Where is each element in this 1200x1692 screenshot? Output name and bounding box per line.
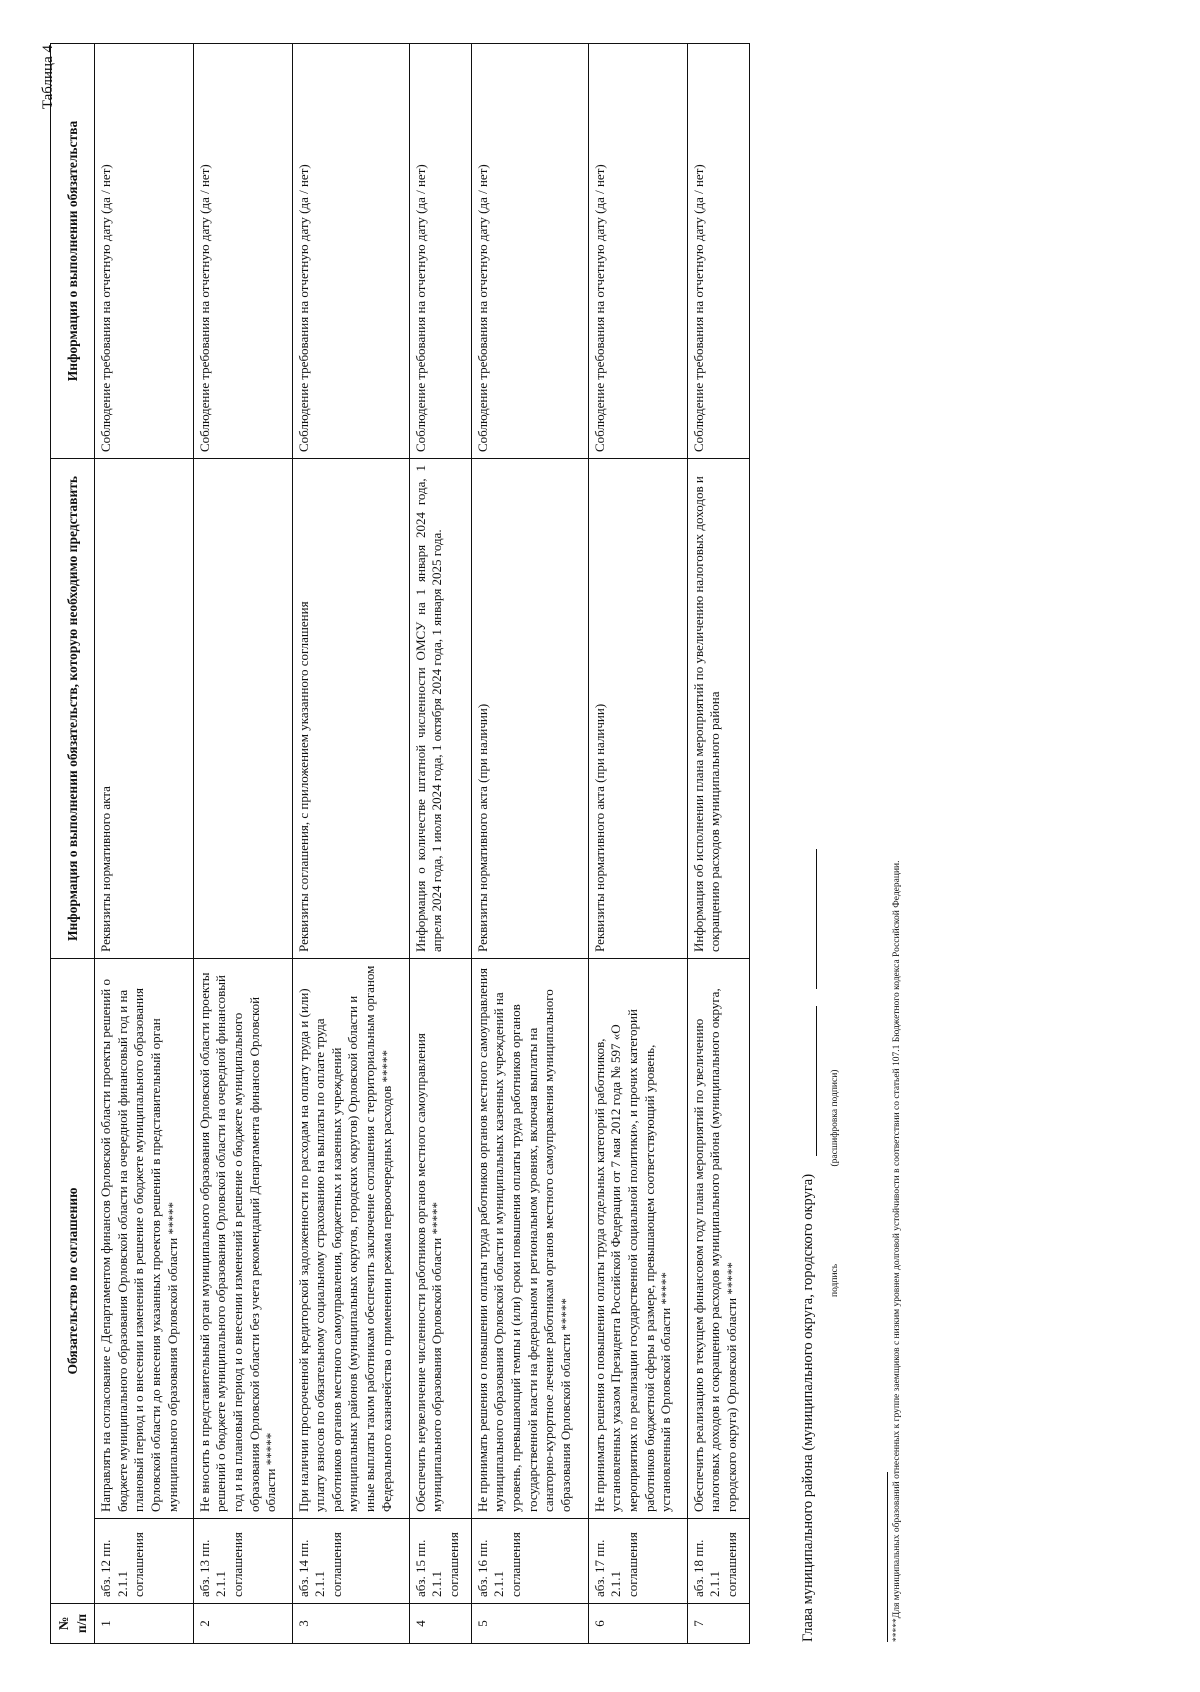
table-row xyxy=(292,43,409,1643)
row-reference: абз. 14 пп. 2.1.1 соглашения xyxy=(292,1519,409,1604)
row-obligation: Обеспечить реализацию в текущем финансовом году плана мероприятий по увеличению налоговых доходов и сокращению расходов муниципального района (муниципального округа, городского округа) Орловской области ***** xyxy=(687,958,749,1518)
row-info-status: Соблюдение требования на отчетную дату (да / нет) xyxy=(95,43,194,458)
header-info-required: Информация о выполнении обязательств, которую необходимо представить xyxy=(51,458,95,958)
row-obligation: Не принимать решения о повышении оплаты труда отдельных категорий работников, установленных указом Президента Российской Федерации от 7 мая 2012 года № 597 «О мероприятиях по реализации государственной социальной политики», и прочих категорий работников бюджетной сферы в размере, превышающем соответствующий уровень, установленный в Орловской области ***** xyxy=(588,958,687,1518)
row-info-status: Соблюдение требования на отчетную дату (да / нет) xyxy=(409,43,471,458)
obligations-table xyxy=(50,43,750,1644)
row-info-status: Соблюдение требования на отчетную дату (да / нет) xyxy=(588,43,687,458)
footnote-divider xyxy=(887,1472,888,1642)
row-obligation: При наличии просроченной кредиторской задолженности по расходам на оплату труда и (или) уплату взносов по обязательному социальному страхованию на выплаты по оплате труда работников органов местного самоуправления, бюджетных и казенных учреждений муниципальных районов (муниципальных округов, городских округов) Орловской области и иные выплаты таким работникам обеспечить заключение соглашения с территориальным органом Федерального казначейства о применении режима первоочередных расходов ***** xyxy=(292,958,409,1518)
row-number: 2 xyxy=(193,1604,292,1644)
signature-line xyxy=(816,1006,817,1156)
table-header-row xyxy=(51,43,95,1643)
row-info-required: Реквизиты нормативного акта (при наличии) xyxy=(588,458,687,958)
row-info-required: Реквизиты нормативного акта (при наличии) xyxy=(471,458,588,958)
header-info-status: Информация о выполнении обязательства xyxy=(51,43,95,458)
signature-caption-sign: подпись xyxy=(830,1263,840,1297)
row-number: 4 xyxy=(409,1604,471,1644)
row-reference: абз. 17 пп. 2.1.1 соглашения xyxy=(588,1519,687,1604)
row-info-status: Соблюдение требования на отчетную дату (да / нет) xyxy=(193,43,292,458)
row-obligation: Направлять на согласование с Департаментом финансов Орловской области проекты решений о бюджете муниципального образования Орловской области на очередной финансовый год и на плановый период и о внесении изменений в решение о бюджете муниципального образования Орловской области до внесения указанных проектов решений в представительный орган муниципального образования Орловской области ***** xyxy=(95,958,194,1518)
row-info-status: Соблюдение требования на отчетную дату (да / нет) xyxy=(471,43,588,458)
signature-block xyxy=(800,442,817,1642)
header-num: № п/п xyxy=(51,1604,95,1644)
table-row xyxy=(95,43,194,1643)
row-reference: абз. 16 пп. 2.1.1 соглашения xyxy=(471,1519,588,1604)
row-number: 6 xyxy=(588,1604,687,1644)
signature-captions xyxy=(830,1070,840,1297)
row-obligation: Не принимать решения о повышении оплаты труда работников органов местного самоуправления муниципального образования Орловской области и муниципальных казенных учреждений на уровень, превышающий темпы и (или) сроки повышения оплаты труда работников органов государственной власти на федеральном и региональном уровнях, включая выплаты на санаторно-курортное лечение работникам органов местного самоуправления муниципального образования Орловской области ***** xyxy=(471,958,588,1518)
table-caption: Таблица 4 xyxy=(40,45,56,110)
row-reference: абз. 18 пп. 2.1.1 соглашения xyxy=(687,1519,749,1604)
row-info-required: Информация об исполнении плана мероприятий по увеличению налоговых доходов и сокращению расходов муниципального района xyxy=(687,458,749,958)
row-info-required: Реквизиты нормативного акта xyxy=(95,458,194,958)
footnote: *****Для муниципальных образований отнесенных к группе заемщиков с низким уровнем долговой устойчивости в соответствии со статьей 107.1 Бюджетного кодекса Российской Федерации. xyxy=(892,860,902,1642)
row-number: 3 xyxy=(292,1604,409,1644)
row-reference: абз. 12 пп. 2.1.1 соглашения xyxy=(95,1519,194,1604)
row-reference: абз. 15 пп. 2.1.1 соглашения xyxy=(409,1519,471,1604)
table-row xyxy=(409,43,471,1643)
row-info-status: Соблюдение требования на отчетную дату (да / нет) xyxy=(292,43,409,458)
signature-title: Глава муниципального района (муниципального округа, городского округа) xyxy=(800,1173,816,1642)
row-number: 1 xyxy=(95,1604,194,1644)
row-number: 5 xyxy=(471,1604,588,1644)
table-row xyxy=(588,43,687,1643)
signature-decode-line xyxy=(816,849,817,989)
table-row xyxy=(687,43,749,1643)
row-info-required xyxy=(193,458,292,958)
row-reference: абз. 13 пп. 2.1.1 соглашения xyxy=(193,1519,292,1604)
table-row xyxy=(471,43,588,1643)
row-info-required: Информация о количестве штатной численности ОМСУ на 1 января 2024 года, 1 апреля 2024 года, 1 июля 2024 года, 1 октября 2024 года, 1 января 2025 года. xyxy=(409,458,471,958)
row-obligation: Не вносить в представительный орган муниципального образования Орловской области проекты решений о бюджете муниципального образования Орловской области на очередной финансовый год и на плановый период и о внесении изменений в решение о бюджете муниципального образования Орловской области без учета рекомендаций Департамента финансов Орловской области ***** xyxy=(193,958,292,1518)
row-info-status: Соблюдение требования на отчетную дату (да / нет) xyxy=(687,43,749,458)
signature-caption-decode: (расшифровка подписи) xyxy=(830,1069,840,1167)
row-obligation: Обеспечить неувеличение численности работников органов местного самоуправления муниципального образования Орловской области ***** xyxy=(409,958,471,1518)
row-info-required: Реквизиты соглашения, с приложением указанного соглашения xyxy=(292,458,409,958)
table-row xyxy=(193,43,292,1643)
header-obligation: Обязательство по соглашению xyxy=(51,958,95,1603)
row-number: 7 xyxy=(687,1604,749,1644)
